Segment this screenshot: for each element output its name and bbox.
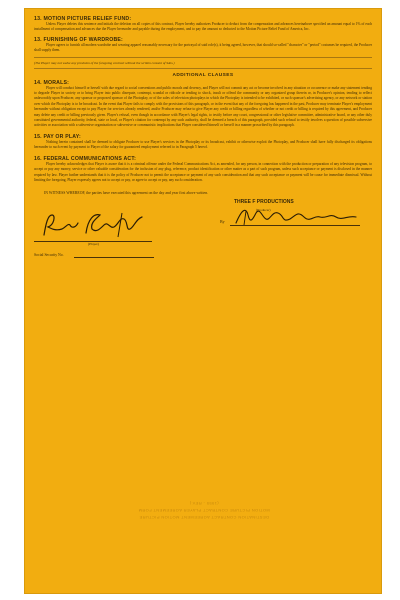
sag-note: (The Player may not waive any provision of the foregoing contract without the written consent of SAG.) (34, 60, 175, 65)
bleed-line: (1955 - REV.) (189, 501, 219, 506)
producer-label: (Producer) (256, 208, 271, 213)
contract-page (24, 8, 382, 594)
clause-text-morals: Player will conduct himself or herself with due regard to social conventions and public morals and decency, and Player will not commit any act or become involved in any situation or occurrence or make any statement tending to degrade Player in society or to bring Player into public disrepute, contempt, scandal or ridicule or tending to shock, insult or offend the community or any organized group therein or, in Producer's opinion, tending to reflect unfavorably upon Producer, any sponsor or proposed sponsor of the Photoplay, or of the sales of television photoplays in which the Photoplay is intended to be exhibited, or such sponsor's advertising agency, or any network or station over which the Photoplay is to be broadcast. In the event that Player fails to comply with the provisions of this paragraph, or in the event that any of the foregoing has happened in the past, Producer may terminate Player's employment hereunder without obligation except to pay Player for services already rendered, and/or Producer may refuse to give Player any credit or billing regardless of whether or not credit or billing is required by this agreement, and Producer may delete any credit or billing previously given. Player's refusal, even though in accordance with Player's legal rights, to testify before any court, congressional or other legislative committee, administrative board, or any other duly constituted governmental authority, federal, state or local, or Player's citation for contempt by any such authority, shall be deemed a breach of this paragraph, provided such refusal to testify involves a question of possible subversive activities or association with a subversive organization or subversive or communistic implications that Player considered himself or herself in a manner proscribed by this paragraph. (34, 85, 372, 128)
section-heading-relief-fund: 13. MOTION PICTURE RELIEF FUND: (34, 16, 132, 22)
clause-heading-morals: 14. MORALS: (34, 79, 70, 86)
divider-line (34, 68, 372, 69)
clause-heading-fcc: 16. FEDERAL COMMUNICATIONS ACT: (34, 155, 137, 162)
contract-body (34, 16, 372, 259)
company-name: THREE F PRODUCTIONS (234, 199, 294, 206)
bleed-through-text (84, 500, 324, 521)
divider-line (34, 57, 372, 58)
player-signature (38, 209, 148, 241)
by-label: By (220, 219, 225, 225)
witness-statement: IN WITNESS WHEREOF, the parties have executed this agreement on the day and year first above written. (44, 191, 209, 196)
additional-clauses-heading: ADDITIONAL CLAUSES (172, 72, 234, 78)
producer-signature-line (230, 225, 360, 226)
clause-text-pay-or-play: Nothing herein contained shall be deemed to obligate Producer to use Player's services in the Photoplay or its broadcast, exhibit or otherwise exploit the Photoplay, and Producer shall have fully discharged its obligations hereunder to such event by payment to Player of the salary for guaranteed employment referred to in Paragraph 5 hereof. (34, 139, 372, 150)
signature-block (34, 199, 372, 259)
ssn-line (74, 257, 154, 258)
section-text-relief-fund: Unless Player deletes this sentence and initials the deletion on all copies of this contract, Player hereby authorizes Producer to deduct from the compensation and advances hereinabove specified an amount equal to 1% of each installment of compensation and advances due the Player hereunder and payable during the employment, and to pay the amount so deducted to the Motion Picture Relief Fund of America, Inc. (34, 22, 372, 32)
clause-text-fcc: Player hereby acknowledges that Player is aware that it is a criminal offense under the Federal Communications Act, as amended, for any person, in connection with the production or preparation of any television program, to accept or pay any money, service or other valuable consideration for the inclusion of any plug, reference, product identification or other matter as a part of such program, unless such acceptance or payment is disclosed in the manner required by law. Player further understands that it is the policy of Producer not to permit the acceptance or payment of any such consideration and that any such acceptance or payment will be cause for immediate dismissal. Without limiting the foregoing, Player expressly agrees not to accept or pay, or agree to accept or pay, any such consideration. (34, 161, 372, 182)
clause-heading-pay-or-play: 15. PAY OR PLAY: (34, 133, 81, 140)
section-heading-wardrobe: 13. FURNISHING OF WARDROBE: (34, 36, 123, 43)
ssn-label: Social Security No. (34, 253, 64, 258)
section-text-wardrobe: Player agrees to furnish all modern wardrobe and wearing apparel reasonably necessary for the portrayal of said role(s), it being agreed, however, that should so-called "character" or "period" costumes be required, the Producer shall supply them. (34, 42, 372, 53)
bleed-line: DESTINATION CONTRACT AGREEMENT MOTION PICTURE (139, 515, 269, 520)
player-label: (Player) (88, 242, 99, 247)
bleed-line: MOTION PICTURE CONTRACT PLAYER AGREEMENT FORM (138, 508, 270, 513)
